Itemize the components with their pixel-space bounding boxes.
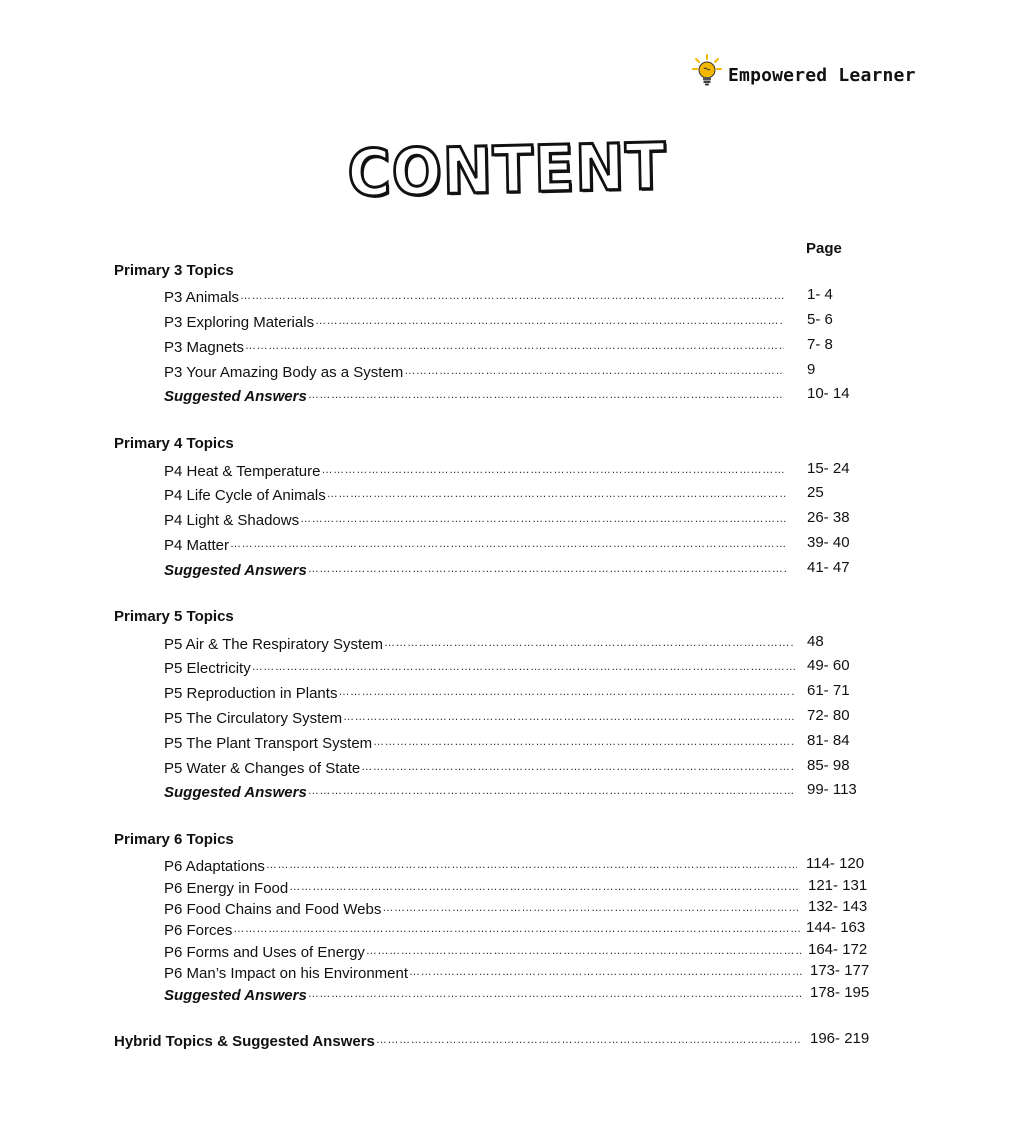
toc-entry[interactable] — [164, 309, 786, 331]
toc-entry-label: P6 Energy in Food — [164, 880, 289, 897]
toc-entry-label: P6 Man’s Impact on his Environment — [164, 965, 409, 982]
toc-page-number: 25 — [807, 484, 824, 501]
toc-entry[interactable] — [164, 917, 804, 939]
toc-entry[interactable] — [164, 896, 802, 918]
section-title-primary-3: Primary 3 Topics — [114, 262, 234, 279]
brand-logo — [692, 54, 916, 88]
toc-entry[interactable] — [164, 655, 797, 677]
brand-name: Empowered Learner — [728, 64, 916, 86]
toc-entry[interactable] — [164, 705, 797, 727]
toc-entry[interactable] — [164, 982, 804, 1004]
toc-page-number: 9 — [807, 361, 816, 378]
lightbulb-icon — [692, 54, 722, 88]
dot-leader — [233, 923, 802, 935]
toc-entry-label: P3 Exploring Materials — [164, 314, 315, 331]
dot-leader — [300, 513, 787, 525]
dot-leader — [252, 661, 795, 673]
dot-leader — [343, 711, 795, 723]
page-title: CONTENT — [346, 130, 668, 212]
toc-entry-hybrid[interactable] — [114, 1028, 804, 1050]
dot-leader — [245, 340, 784, 352]
toc-entry-label: P3 Magnets — [164, 339, 245, 356]
toc-entry-label: P5 Electricity — [164, 660, 251, 677]
toc-page-number: 5- 6 — [807, 311, 833, 328]
toc-page-number: 121- 131 — [808, 877, 868, 894]
toc-entry[interactable] — [164, 875, 802, 897]
toc-entry-label: Suggested Answers — [164, 784, 307, 801]
toc-page-number: 132- 143 — [808, 898, 868, 915]
toc-page-number: 81- 84 — [807, 732, 850, 749]
dot-leader — [327, 488, 787, 500]
toc-entry-label: Hybrid Topics & Suggested Answers — [114, 1033, 375, 1050]
dot-leader — [321, 464, 787, 476]
toc-page-number: 39- 40 — [807, 534, 850, 551]
toc-entry[interactable] — [164, 779, 797, 801]
toc-entry[interactable] — [164, 960, 804, 982]
dot-leader — [289, 881, 800, 893]
toc-page-number: 114- 120 — [806, 855, 865, 872]
toc-entry[interactable] — [164, 334, 786, 356]
toc-entry[interactable] — [164, 557, 789, 579]
dot-leader — [409, 966, 802, 978]
dot-leader — [373, 736, 795, 748]
toc-entry-label: P6 Adaptations — [164, 858, 265, 875]
dot-leader — [338, 686, 795, 698]
toc-page-number: 49- 60 — [807, 657, 850, 674]
dot-leader — [384, 637, 795, 649]
toc-entry[interactable] — [164, 359, 786, 381]
toc-entry[interactable] — [164, 853, 799, 875]
dot-leader — [308, 785, 795, 797]
dot-leader — [404, 365, 784, 377]
toc-page-number: 196- 219 — [810, 1030, 870, 1047]
toc-entry[interactable] — [164, 284, 786, 306]
toc-entry[interactable] — [164, 631, 797, 653]
toc-page-number: 1- 4 — [807, 286, 833, 303]
toc-entry-label: P5 Reproduction in Plants — [164, 685, 338, 702]
toc-entry-label: P4 Matter — [164, 537, 230, 554]
toc-entry[interactable] — [164, 939, 804, 961]
toc-entry-label: P6 Forms and Uses of Energy — [164, 944, 365, 961]
toc-entry-label: P5 The Plant Transport System — [164, 735, 373, 752]
toc-page-number: 7- 8 — [807, 336, 833, 353]
toc-entry-label: P5 Air & The Respiratory System — [164, 636, 383, 653]
toc-entry[interactable] — [164, 730, 797, 752]
dot-leader — [366, 945, 802, 957]
toc-entry-label: P6 Food Chains and Food Webs — [164, 901, 382, 918]
toc-entry[interactable] — [164, 458, 789, 480]
dot-leader — [315, 315, 784, 327]
dot-leader — [308, 389, 784, 401]
dot-leader — [266, 859, 797, 871]
toc-entry-label: P4 Light & Shadows — [164, 512, 300, 529]
toc-entry[interactable] — [164, 507, 789, 529]
dot-leader — [308, 988, 802, 1000]
toc-page-number: 61- 71 — [807, 682, 850, 699]
toc-entry[interactable] — [164, 680, 797, 702]
dot-leader — [240, 290, 784, 302]
toc-page-number: 15- 24 — [807, 460, 850, 477]
toc-entry-label: Suggested Answers — [164, 388, 307, 405]
toc-entry-label: P5 Water & Changes of State — [164, 760, 361, 777]
toc-page-number: 10- 14 — [807, 385, 850, 402]
dot-leader — [230, 538, 787, 550]
toc-entry-label: P5 The Circulatory System — [164, 710, 343, 727]
dot-leader — [308, 563, 787, 575]
toc-page-number: 48 — [807, 633, 824, 650]
toc-entry-label: P3 Animals — [164, 289, 240, 306]
dot-leader — [382, 902, 800, 914]
toc-page-number: 144- 163 — [806, 919, 866, 936]
toc-entry-label: P4 Heat & Temperature — [164, 463, 321, 480]
section-title-primary-4: Primary 4 Topics — [114, 435, 234, 452]
toc-page-number: 99- 113 — [807, 781, 857, 798]
toc-page-number: 41- 47 — [807, 559, 850, 576]
toc-entry[interactable] — [164, 755, 797, 777]
toc-entry[interactable] — [164, 383, 786, 405]
toc-page-number: 26- 38 — [807, 509, 850, 526]
toc-entry-label: Suggested Answers — [164, 987, 307, 1004]
toc-page-number: 85- 98 — [807, 757, 850, 774]
toc-entry-label: P6 Forces — [164, 922, 233, 939]
section-title-primary-6: Primary 6 Topics — [114, 831, 234, 848]
section-title-primary-5: Primary 5 Topics — [114, 608, 234, 625]
toc-entry[interactable] — [164, 532, 789, 554]
toc-page-number: 72- 80 — [807, 707, 850, 724]
page-column-header: Page — [806, 240, 842, 257]
dot-leader — [376, 1034, 802, 1046]
toc-page-number: 173- 177 — [810, 962, 870, 979]
dot-leader — [361, 761, 795, 773]
toc-page-number: 164- 172 — [808, 941, 868, 958]
toc-entry-label: P3 Your Amazing Body as a System — [164, 364, 404, 381]
toc-page-number: 178- 195 — [810, 984, 870, 1001]
toc-entry-label: Suggested Answers — [164, 562, 307, 579]
toc-entry-label: P4 Life Cycle of Animals — [164, 487, 326, 504]
toc-entry[interactable] — [164, 482, 789, 504]
